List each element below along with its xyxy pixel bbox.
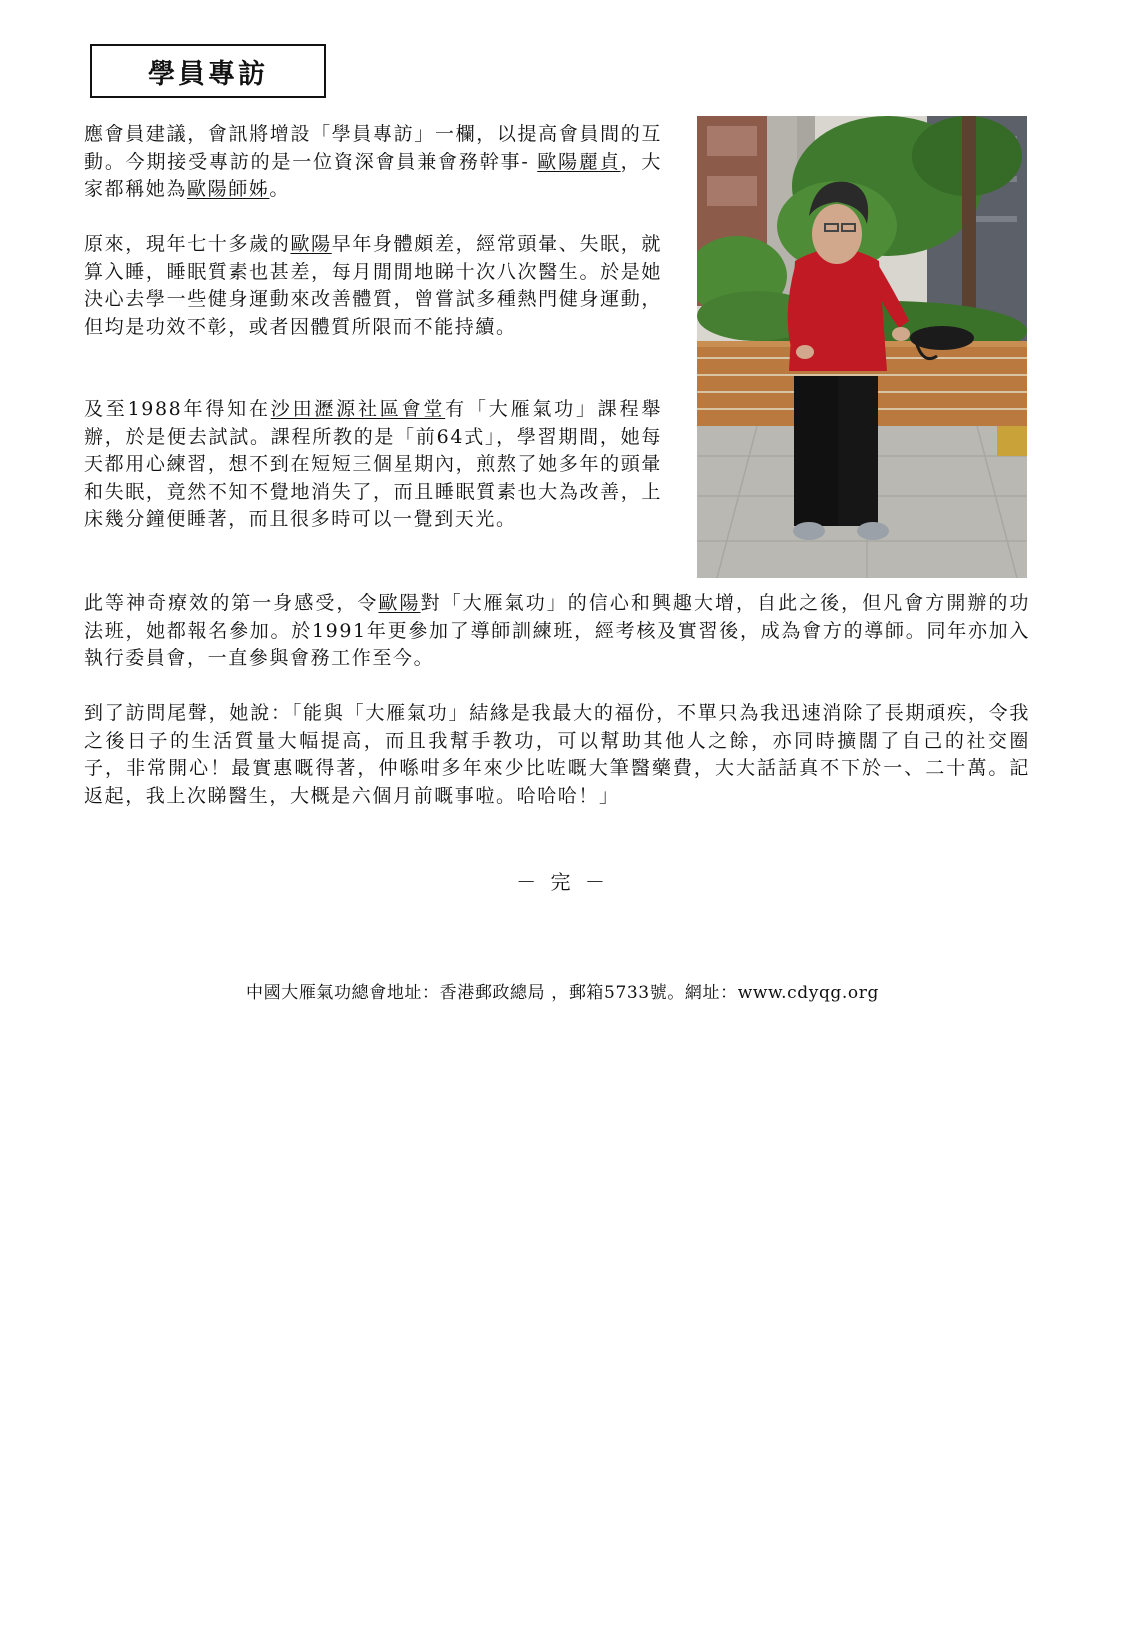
instructor-paragraph: 此等神奇療效的第一身感受，令歐陽對「大雁氣功」的信心和興趣大增，自此之後，但凡會方開辦的功法班，她都報名參加。於1991年更參加了導師訓練班，經考核及實習後，成為會方的導師。同年亦加入執行委員會，一直參與會務工作至今。 <box>84 592 1031 669</box>
venue-name: 沙田瀝源社區會堂 <box>270 398 446 420</box>
intro-paragraph: 應會員建議，會訊將增設「學員專訪」一欄，以提高會員間的互動。今期接受專訪的是一位資深會員兼會務幹事- 歐陽麗貞，大家都稱她為歐陽師姊。 <box>84 123 663 200</box>
end-mark: － 完 － <box>516 870 609 894</box>
section-title-text: 學員專訪 <box>148 58 268 90</box>
member-name: 歐陽麗貞 <box>537 150 621 173</box>
member-short-name-2: 歐陽 <box>378 592 421 614</box>
member-short-name: 歐陽 <box>290 233 332 255</box>
footer-address: 中國大雁氣功總會地址：香港郵政總局 ，郵箱5733號。網址：www.cdyqg.org <box>246 983 879 1003</box>
member-photo <box>697 116 1027 578</box>
background-paragraph: 原來，現年七十多歲的歐陽早年身體頗差，經常頭暈、失眠，就算入睡，睡眠質素也甚差，每月閒閒地睇十次八次醫生。於是她決心去學一些健身運動來改善體質，曾嘗試多種熱門健身運動，但均是功效不彰，或者因體質所限而不能持續。 <box>84 233 662 338</box>
course-paragraph: 及至1988年得知在沙田瀝源社區會堂有「大雁氣功」課程舉辦，於是便去試試。課程所教的是「前64式」，學習期間，她每天都用心練習，想不到在短短三個星期內，煎熬了她多年的頭暈和失眠，竟然不知不覺地消失了，而且睡眠質素也大為改善，上床幾分鐘便睡著，而且很多時可以一覺到天光。 <box>84 398 662 530</box>
section-title <box>90 44 326 98</box>
quote-paragraph: 到了訪問尾聲，她說：「能與「大雁氣功」結緣是我最大的福份，不單只為我迅速消除了長期頑疾，令我之後日子的生活質量大幅提高，而且我幫手教功，可以幫助其他人之餘，亦同時擴闊了自己的社交圈子，非常開心！最實惠嘅得著，仲喺咁多年來少比咗嘅大筆醫藥費，大大話話真不下於一、二十萬。記返起，我上次睇醫生，大概是六個月前嘅事啦。哈哈哈！」 <box>84 702 1030 807</box>
member-nickname: 歐陽師姊 <box>187 178 270 200</box>
